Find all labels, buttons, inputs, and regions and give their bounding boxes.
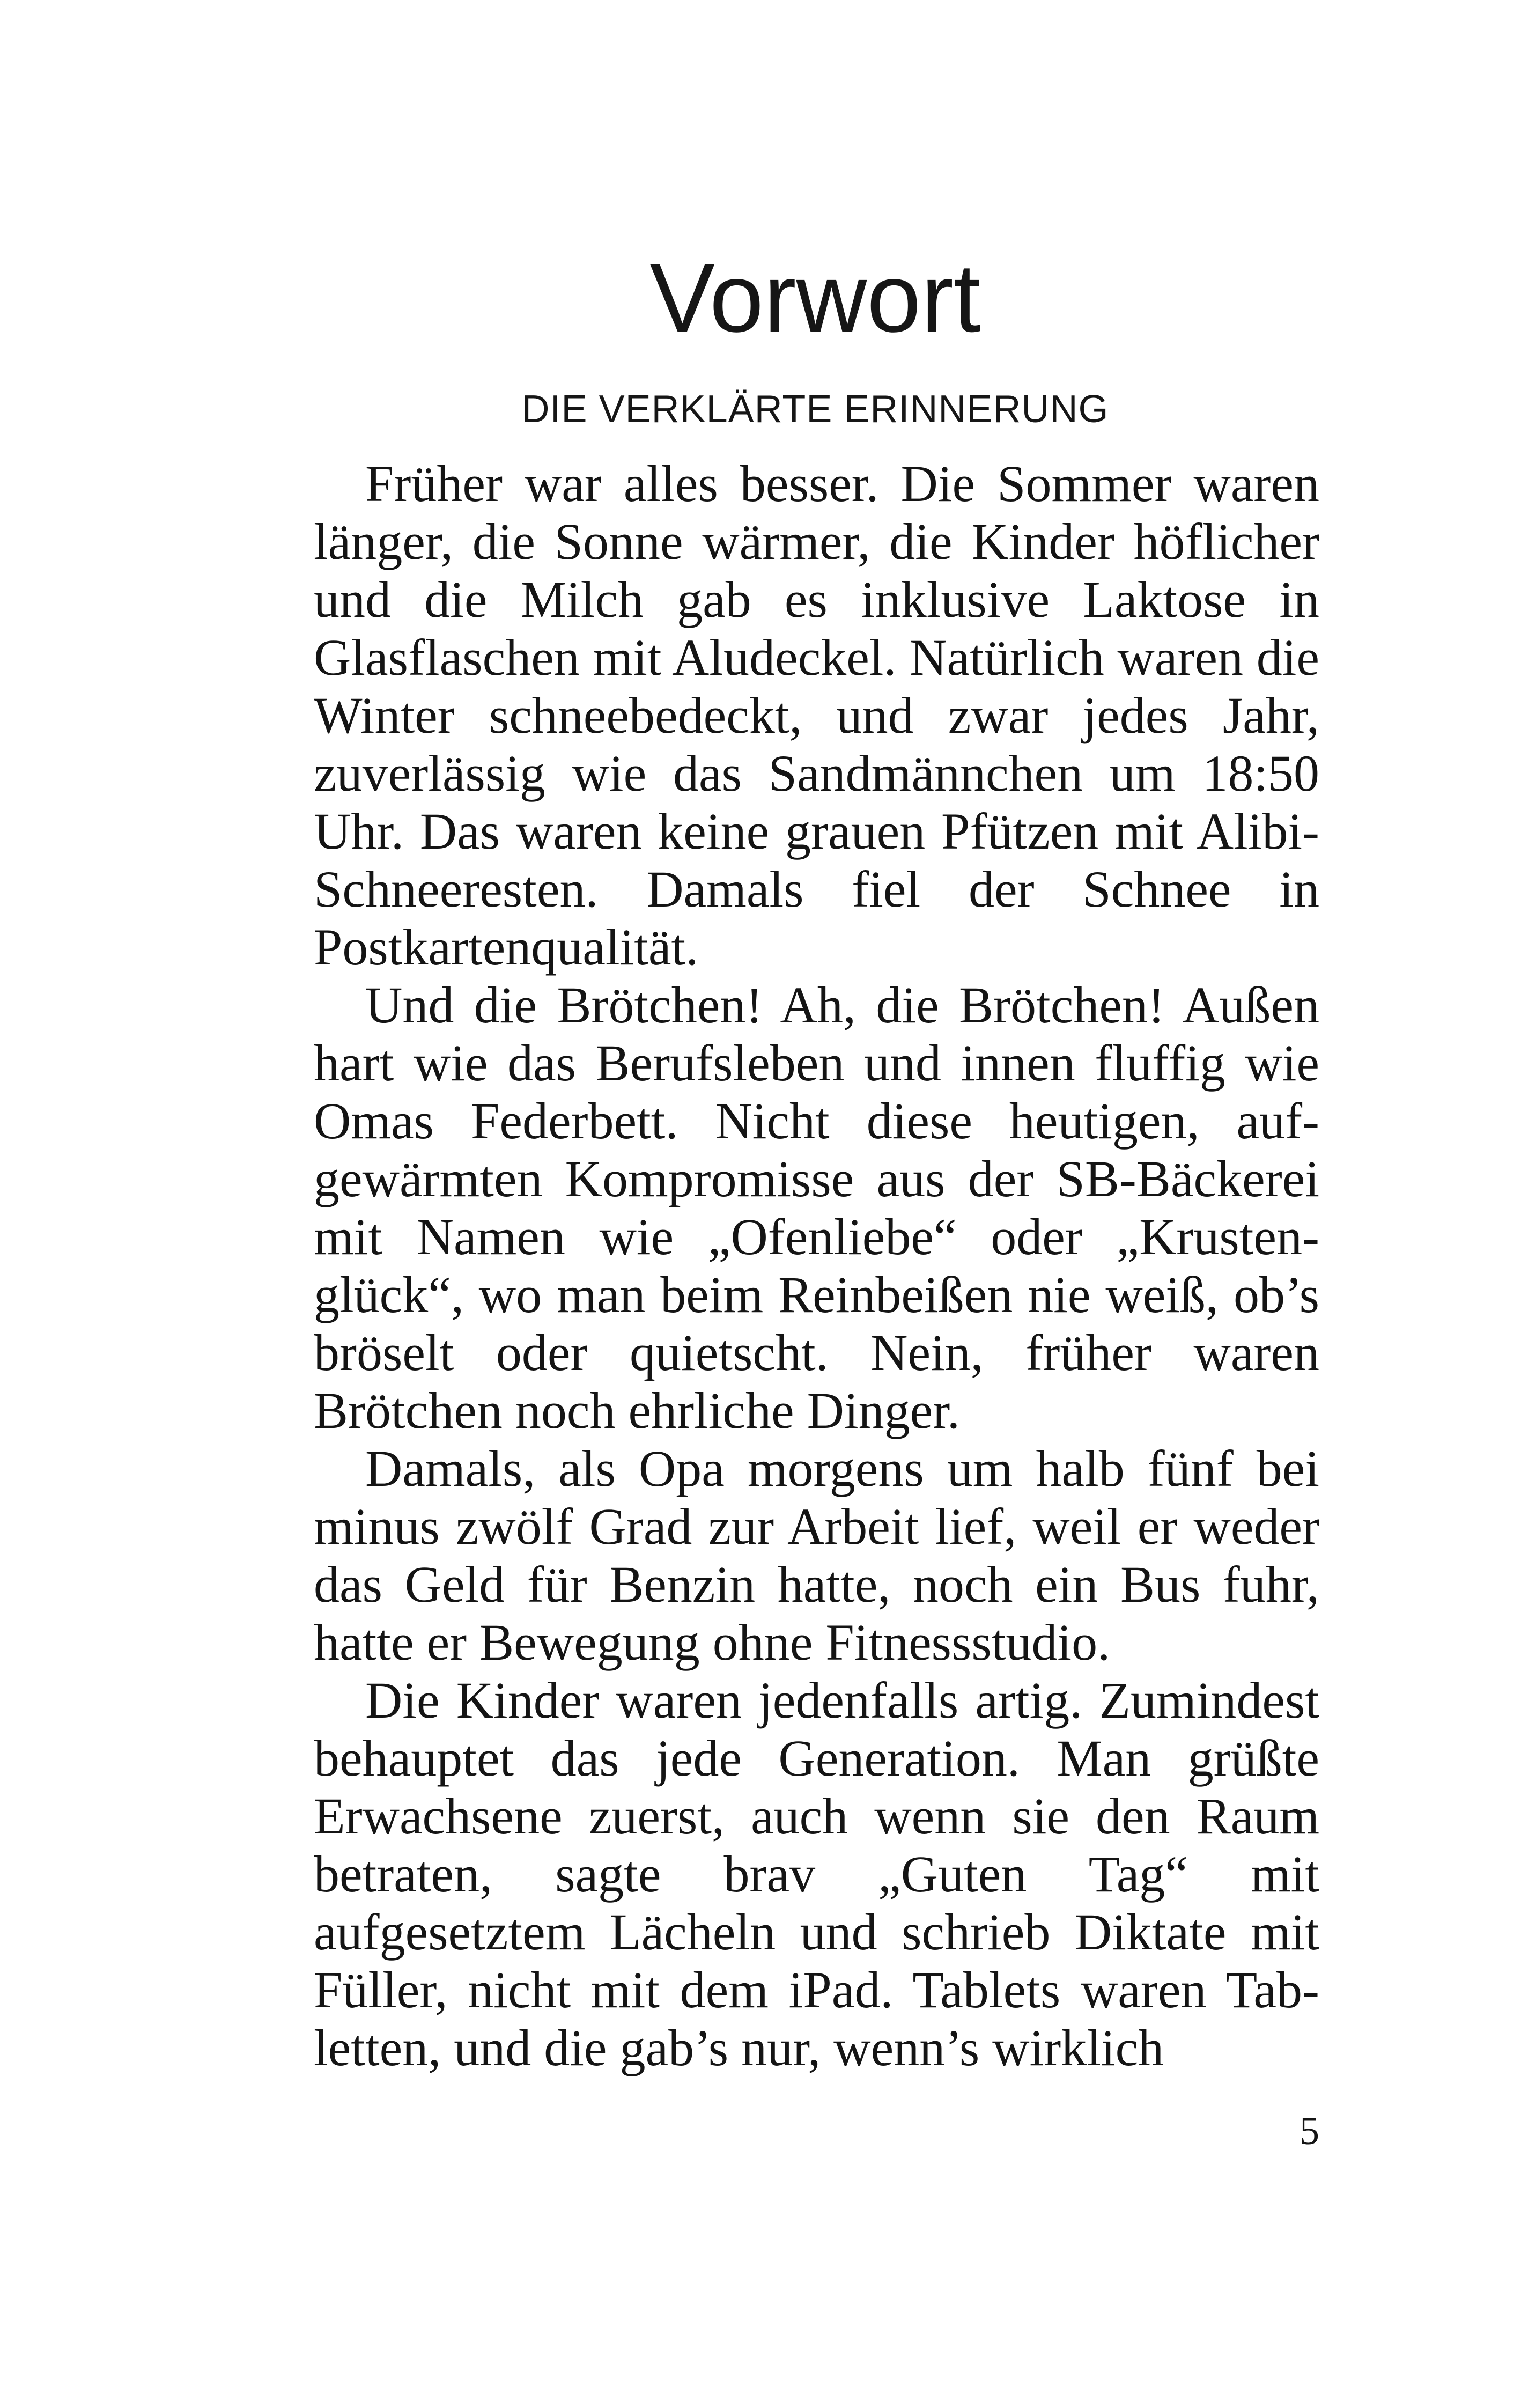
page-number: 5 xyxy=(1300,2109,1319,2153)
chapter-title: Vorwort xyxy=(649,243,981,352)
paragraph: Früher war alles besser. Die Sommer waren länger, die Sonne wärmer, die Kinder höflicher und die Milch gab es inklusive Laktose in Glasflaschen mit Aludeckel. Natürlich waren die Winter schneebedeckt, und zwar jedes Jahr, zuverlässig wie das Sandmännchen um 18:50 Uhr. Das waren keine grauen Pfützen mit Alibi-Schneeresten. Damals fiel der Schnee in Postkartenqualität. xyxy=(314,455,1319,976)
paragraph: Die Kinder waren jedenfalls artig. Zumindest behauptet das jede Generation. Man grüßte Erwachsene zuerst, auch wenn sie den Raum betraten, sagte brav „Guten Tag“ mit aufgesetztem Lächeln und schrieb Diktate mit Füller, nicht mit dem iPad. Tablets waren Tabletten, und die gab’s nur, wenn’s wirklich xyxy=(314,1671,1319,2076)
paragraph: Und die Brötchen! Ah, die Brötchen! Außen hart wie das Berufsleben und innen fluffig wie Omas Federbett. Nicht diese heutigen, aufgewärmten Kompromisse aus der SB-Bäckerei mit Namen wie „Ofenliebe“ oder „Krustenglück“, wo man beim Reinbeißen nie weiß, ob’s bröselt oder quietscht. Nein, früher waren Brötchen noch ehrliche Dinger. xyxy=(314,976,1319,1439)
paragraph: Damals, als Opa morgens um halb fünf bei minus zwölf Grad zur Arbeit lief, weil er weder das Geld für Benzin hatte, noch ein Bus fuhr, hatte er Bewegung ohne Fitnessstudio. xyxy=(314,1440,1319,1671)
chapter-subtitle: DIE VERKLÄRTE ERINNERUNG xyxy=(521,388,1109,431)
body-text xyxy=(314,455,1319,2077)
